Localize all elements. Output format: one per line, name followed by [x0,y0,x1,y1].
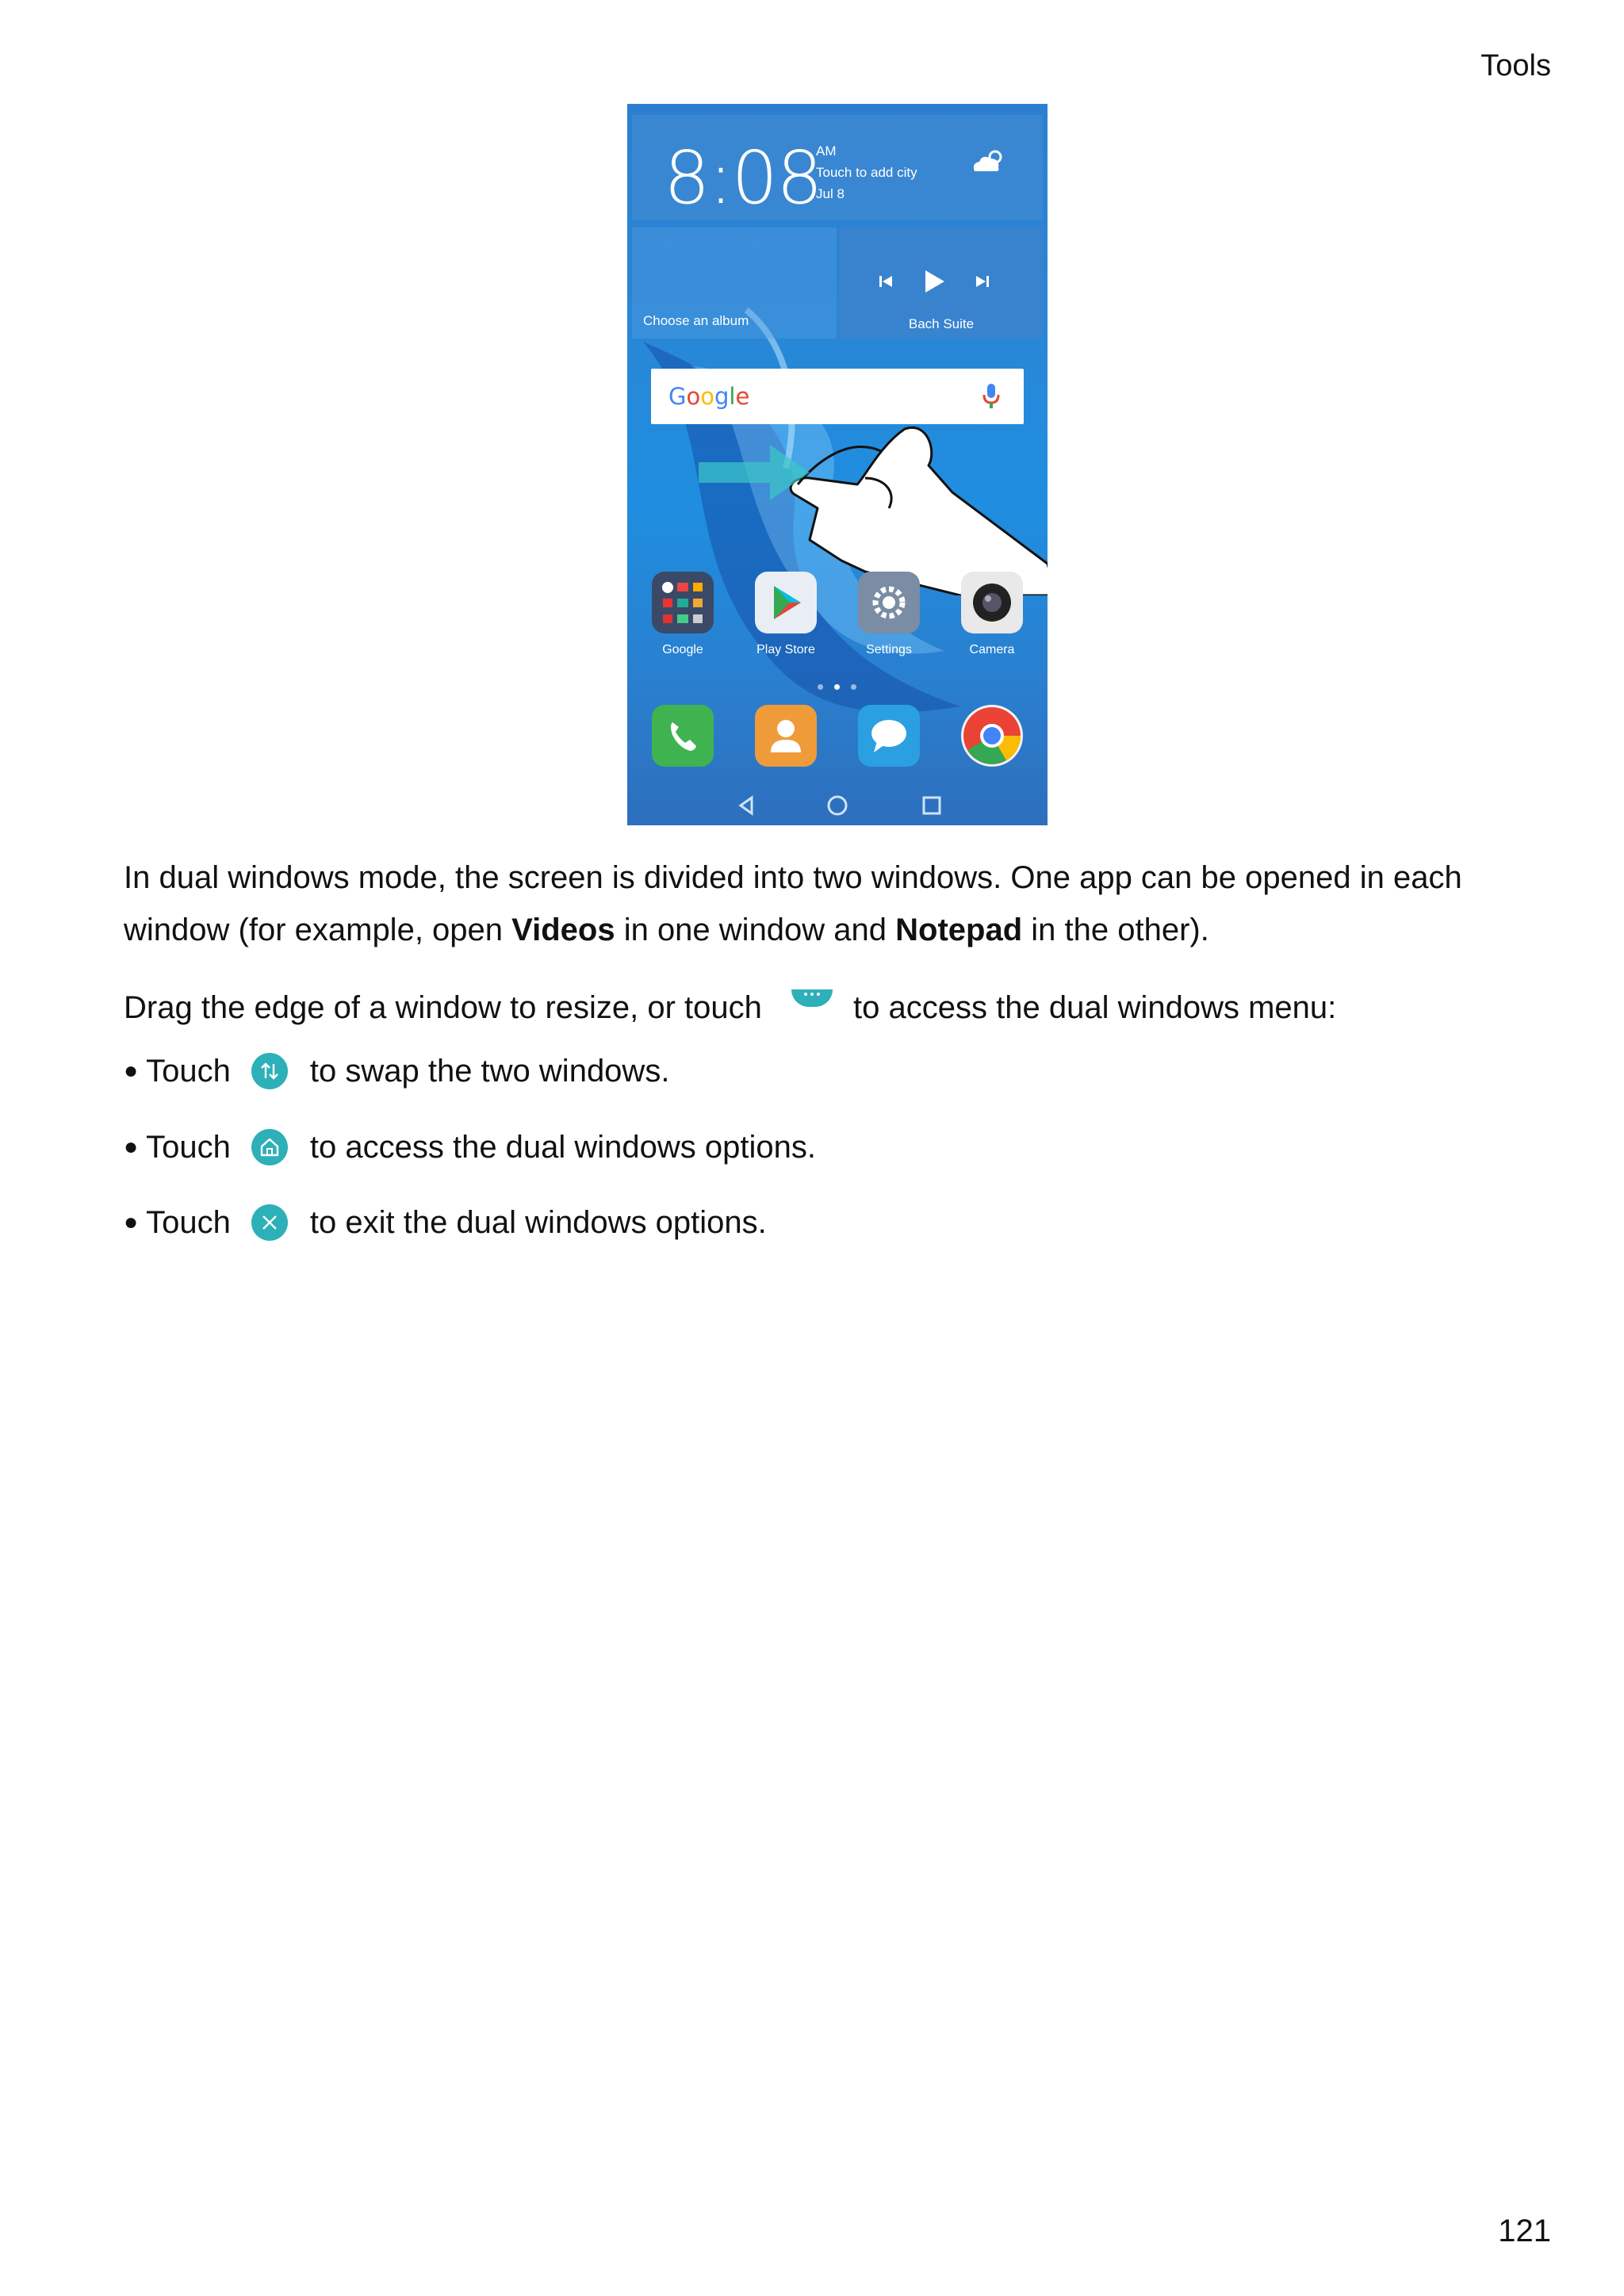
resize-text-2: to access the dual windows menu: [853,990,1337,1025]
bullet-dot: ● [124,1058,139,1084]
intro-line1: In dual windows mode, the screen is divided into two windows. One app can be opened in each [124,860,1462,895]
notepad-app-name: Notepad [895,913,1023,947]
app-label: Google [662,643,703,656]
recents-icon [924,798,940,813]
clock-date: Jul 8 [816,186,845,201]
bullet-options [124,1129,816,1165]
intro-line2c: in the other). [1022,913,1209,947]
play-icon[interactable] [924,270,944,293]
home-nav-icon [829,797,846,814]
videos-app-name: Videos [511,913,615,947]
next-track-icon[interactable] [975,274,989,289]
contacts-icon[interactable] [755,705,817,767]
gesture-hand-illustration [770,389,1048,595]
chrome-icon[interactable] [961,705,1023,767]
close-icon [251,1204,288,1241]
bullet-dot: ● [124,1134,139,1160]
play-store-icon [755,572,817,633]
camera-icon [961,572,1023,633]
page-indicator [818,684,856,690]
album-label: Choose an album [643,313,749,328]
app-camera[interactable] [952,572,1032,657]
section-header: Tools [1480,49,1551,82]
app-label: Play Store [756,643,815,656]
google-folder-icon [652,572,714,633]
resize-text: Drag the edge of a window to resize, or touch [124,990,762,1025]
previous-track-icon[interactable] [879,274,894,289]
clock-info [816,140,917,205]
page-number: 121 [1498,2214,1551,2248]
intro-line2a: window (for example, open [124,913,512,947]
bullet-text: to access the dual windows options. [309,1129,817,1165]
weather-cloud-icon [968,147,1006,176]
intro-line2b: in one window and [615,913,896,947]
messages-icon[interactable] [858,705,920,767]
home-icon [251,1129,288,1165]
clock-city[interactable]: Touch to add city [816,165,917,180]
intro-paragraph [124,851,1551,956]
app-google[interactable] [643,572,722,657]
app-label: Camera [969,643,1015,656]
navigation-bar [627,786,1048,825]
google-logo: Google [668,383,750,410]
app-play-store[interactable] [746,572,825,657]
app-settings[interactable] [849,572,929,657]
clock-ampm: AM [816,144,837,159]
music-track-label: Bach Suite [908,316,975,331]
touch-label: Touch [146,1204,231,1240]
bullet-text: to exit the dual windows options. [309,1204,767,1240]
clock-time: 8:08 [664,136,822,220]
settings-gear-icon [858,572,920,633]
bullet-exit [124,1204,767,1241]
resize-paragraph [124,982,1336,1034]
phone-icon[interactable] [652,705,714,767]
music-controls [879,270,989,293]
swap-windows-icon [251,1053,288,1089]
touch-label: Touch [146,1053,231,1089]
swipe-arrow-icon [699,445,810,500]
phone-screenshot [627,104,1048,825]
bullet-text: to swap the two windows. [309,1053,670,1089]
more-options-icon [791,989,833,1007]
back-icon [741,798,752,813]
touch-label: Touch [146,1129,231,1165]
bullet-swap [124,1053,669,1089]
bullet-dot: ● [124,1209,139,1235]
app-label: Settings [866,643,912,656]
